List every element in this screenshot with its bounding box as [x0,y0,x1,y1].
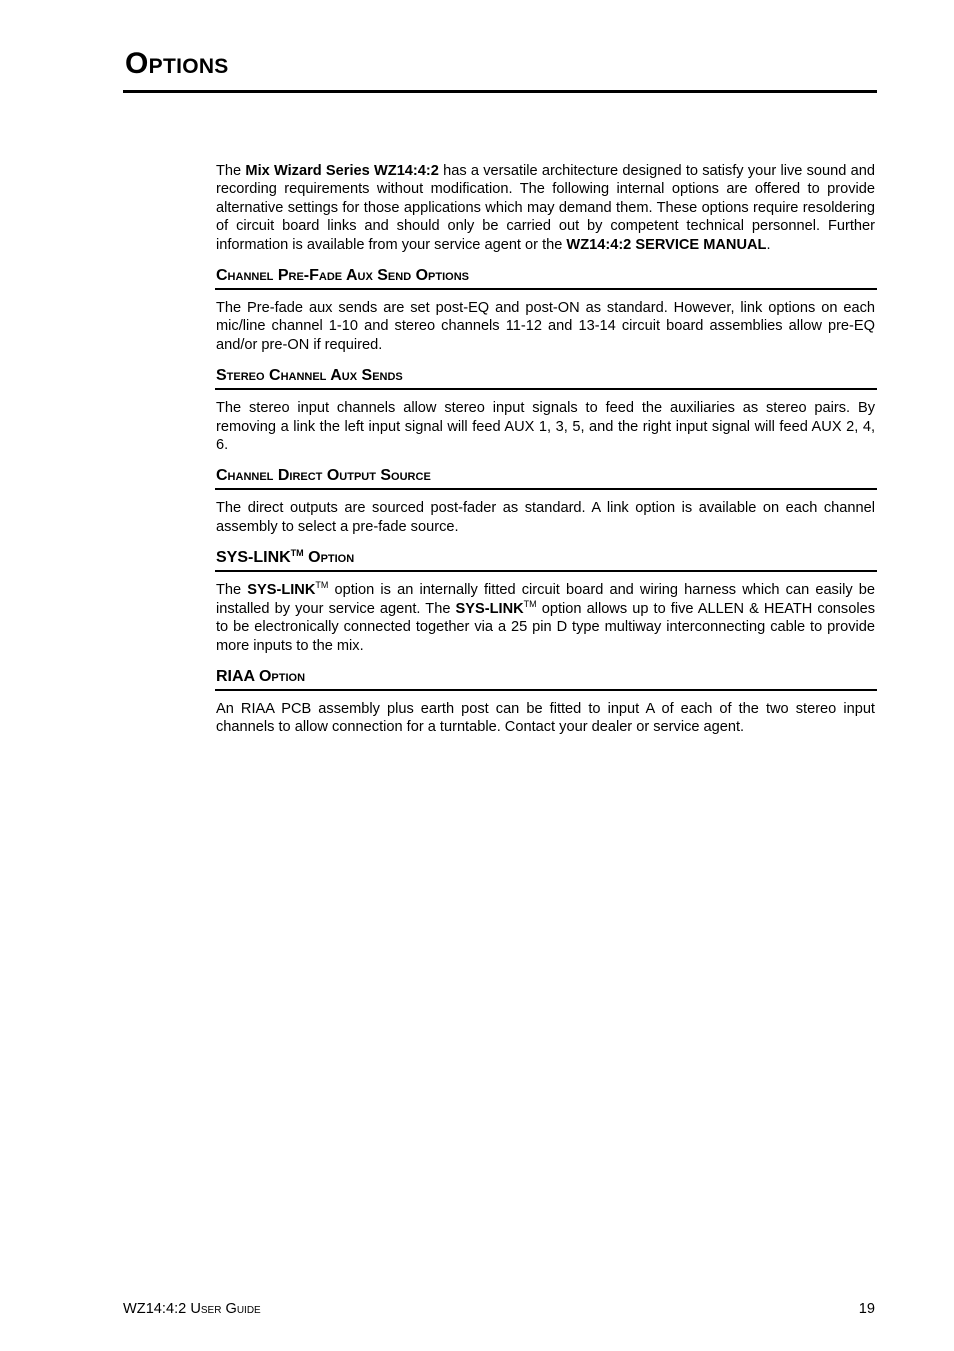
section-heading-prefade-aux: Channel Pre-Fade Aux Send Options [215,266,877,290]
intro-paragraph [216,162,875,254]
syslink-name-2: SYS-LINK [455,600,524,617]
section-heading-direct-output: Channel Direct Output Source [215,466,877,490]
section-body-direct-output: The direct outputs are sourced post-fader as standard. A link option is available on each channel assembly to select a pre-fade source. [216,500,875,535]
section-heading-syslink [215,548,877,572]
syslink-tm-1: TM [315,580,329,591]
footer-guide-title: WZ14:4:2 User Guide [123,1301,261,1317]
intro-service-manual: WZ14:4:2 SERVICE MANUAL [566,236,767,253]
intro-text-2: has a versatile architecture designed to satisfy your live sound and recording requirements without modification. The following internal options are offered to provide alternative settings for those applications which may demand them. These options require resoldering of circuit board links and should only be carried out by competent technical personnel. Further information is available from your service agent or the [216,163,875,253]
section-heading-stereo-aux: Stereo Channel Aux Sends [215,366,877,390]
syslink-tm-2: TM [523,598,537,609]
section-body-stereo-aux: The stereo input channels allow stereo input signals to feed the auxiliaries as stereo pairs. By removing a link the left input signal will feed AUX 1, 3, 5, and the right input signal will feed AUX 2, 4, 6. [216,400,875,454]
intro-product-name: Mix Wizard Series WZ14:4:2 [245,163,439,179]
section-body-prefade-aux: The Pre-fade aux sends are set post-EQ and post-ON as standard. However, link options on each mic/line channel 1-10 and stereo channels 11-12 and 13-14 circuit board assemblies allow pre-EQ and/or pre-ON if required. [216,300,875,353]
page-title: Options [125,47,229,80]
title-rule [123,90,877,93]
section-body-syslink [216,581,875,655]
intro-text-1: The [216,163,246,179]
syslink-heading-main: SYS-LINK [216,549,291,567]
syslink-text-3: option allows up to five ALLEN & HEATH consoles to be electronically connected together via a 25 pin D type multiway interconnecting cable to provide more inputs to the mix. [216,600,875,654]
syslink-heading-rest: Option [303,549,355,567]
syslink-text-2: option is an internally fitted circuit board and wiring harness which can easily be installed by your service agent. The [216,582,875,617]
syslink-heading-tm: TM [290,548,304,559]
footer-page-number: 19 [858,1301,875,1317]
section-heading-riaa: RIAA Option [215,667,877,691]
syslink-name-1: SYS-LINK [247,582,316,599]
syslink-text-1: The [216,582,248,599]
page-content [216,162,875,737]
intro-text-3: . [766,236,771,253]
section-body-riaa: An RIAA PCB assembly plus earth post can be fitted to input A of each of the two stereo input channels to allow connection for a turntable. Contact your dealer or service agent. [216,700,875,736]
